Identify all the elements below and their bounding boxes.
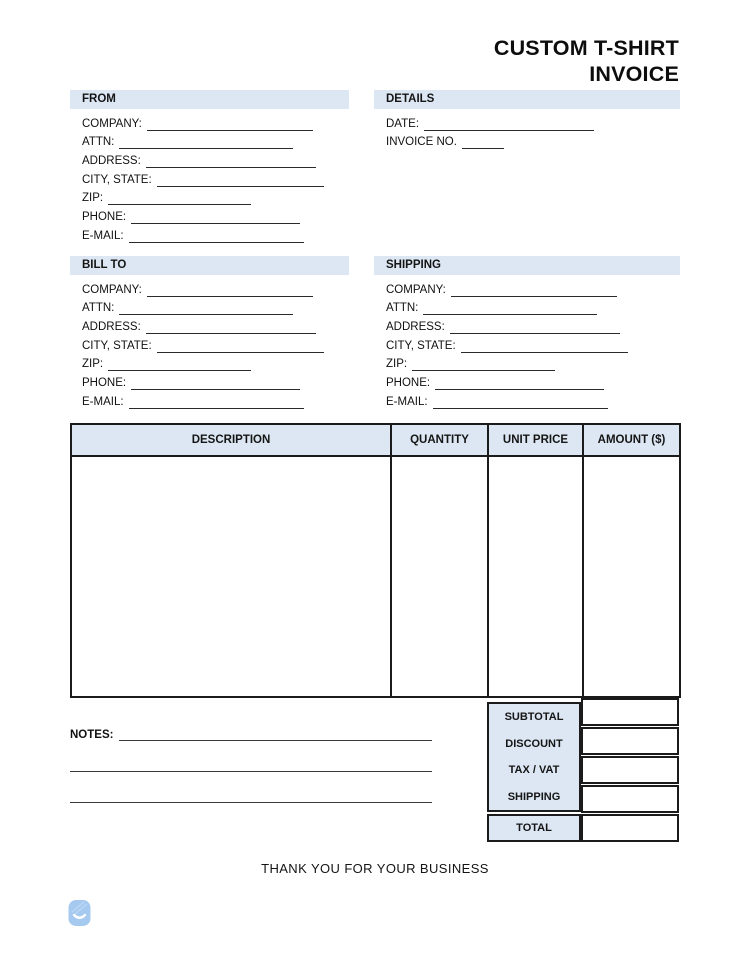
tax-vat-value-box[interactable] bbox=[581, 756, 679, 784]
city-state-blank-line[interactable] bbox=[157, 173, 324, 187]
from-attn-row bbox=[82, 131, 349, 150]
bill-to-zip-row bbox=[82, 353, 349, 372]
bill-to-city-state-row bbox=[82, 334, 349, 353]
page-title-line2: INVOICE bbox=[589, 61, 679, 86]
field-label: ADDRESS: bbox=[82, 321, 141, 334]
bill-to-email-row bbox=[82, 390, 349, 409]
bill-to-section-header: BILL TO bbox=[70, 256, 349, 275]
from-section bbox=[70, 90, 349, 243]
shipping-company-row bbox=[386, 278, 680, 297]
phone-blank-line[interactable] bbox=[131, 210, 300, 224]
details-fields bbox=[374, 112, 680, 149]
notes-blank-line-3[interactable] bbox=[70, 772, 432, 803]
zip-blank-line[interactable] bbox=[108, 357, 251, 371]
page-title bbox=[494, 36, 679, 87]
city-state-blank-line[interactable] bbox=[157, 339, 324, 353]
bill-to-company-row bbox=[82, 278, 349, 297]
totals-summary bbox=[487, 698, 680, 844]
from-company-row bbox=[82, 112, 349, 131]
total-label: TOTAL bbox=[487, 814, 581, 842]
from-city-state-row bbox=[82, 168, 349, 187]
company-blank-line[interactable] bbox=[147, 117, 313, 131]
field-label: E-MAIL: bbox=[82, 395, 124, 408]
from-zip-row bbox=[82, 187, 349, 206]
email-blank-line[interactable] bbox=[129, 395, 304, 409]
notes-blank-line-1[interactable] bbox=[119, 727, 432, 741]
discount-value-box[interactable] bbox=[581, 727, 679, 755]
field-label: CITY, STATE: bbox=[82, 173, 152, 186]
zip-blank-line[interactable] bbox=[412, 357, 555, 371]
notes-label: NOTES: bbox=[70, 729, 114, 741]
bill-to-attn-row bbox=[82, 297, 349, 316]
field-label: E-MAIL: bbox=[82, 229, 124, 242]
company-blank-line[interactable] bbox=[451, 283, 617, 297]
discount-label: DISCOUNT bbox=[505, 737, 563, 750]
field-label: PHONE: bbox=[82, 377, 127, 390]
description-cell[interactable] bbox=[71, 456, 391, 697]
notes-label-row bbox=[70, 726, 432, 741]
details-section bbox=[374, 90, 680, 149]
shipping-zip-row bbox=[386, 353, 680, 372]
items-header-row bbox=[71, 424, 680, 456]
shipping-email-row bbox=[386, 390, 680, 409]
shipping-address-row bbox=[386, 315, 680, 334]
field-label: ADDRESS: bbox=[386, 321, 445, 334]
quantity-cell[interactable] bbox=[391, 456, 488, 697]
field-label: ATTN: bbox=[82, 136, 115, 149]
field-label: ZIP: bbox=[82, 192, 104, 205]
bill-to-phone-row bbox=[82, 371, 349, 390]
email-blank-line[interactable] bbox=[433, 395, 608, 409]
from-email-row bbox=[82, 224, 349, 243]
description-column-header: DESCRIPTION bbox=[71, 424, 391, 456]
invoice-no-blank-line[interactable] bbox=[462, 135, 504, 149]
field-label: COMPANY: bbox=[82, 283, 142, 296]
shipping-section-header: SHIPPING bbox=[374, 256, 680, 275]
line-items-table bbox=[70, 423, 681, 698]
field-label: ATTN: bbox=[386, 302, 419, 315]
notes-blank-line-2[interactable] bbox=[70, 741, 432, 772]
shipping-value-box[interactable] bbox=[581, 785, 679, 813]
address-blank-line[interactable] bbox=[450, 320, 620, 334]
field-label: ADDRESS: bbox=[82, 155, 141, 168]
field-label: CITY, STATE: bbox=[386, 339, 456, 352]
field-label: ATTN: bbox=[82, 302, 115, 315]
attn-blank-line[interactable] bbox=[119, 301, 293, 315]
bill-to-fields bbox=[70, 278, 349, 409]
attn-blank-line[interactable] bbox=[423, 301, 597, 315]
total-value-box[interactable] bbox=[581, 814, 679, 842]
field-label: INVOICE NO. bbox=[386, 136, 457, 149]
unit-price-column-header: UNIT PRICE bbox=[488, 424, 583, 456]
email-blank-line[interactable] bbox=[129, 229, 304, 243]
date-row bbox=[386, 112, 680, 131]
from-fields bbox=[70, 112, 349, 243]
items-empty-row bbox=[71, 456, 680, 697]
from-address-row bbox=[82, 149, 349, 168]
smiley-logo-icon bbox=[68, 899, 91, 927]
shipping-phone-row bbox=[386, 371, 680, 390]
date-blank-line[interactable] bbox=[424, 117, 594, 131]
field-label: CITY, STATE: bbox=[82, 339, 152, 352]
shipping-city-state-row bbox=[386, 334, 680, 353]
shipping-section bbox=[374, 256, 680, 409]
company-blank-line[interactable] bbox=[147, 283, 313, 297]
totals-label-block bbox=[487, 702, 581, 812]
phone-blank-line[interactable] bbox=[131, 376, 300, 390]
field-label: ZIP: bbox=[386, 358, 408, 371]
address-blank-line[interactable] bbox=[146, 320, 316, 334]
from-section-header: FROM bbox=[70, 90, 349, 109]
field-label: E-MAIL: bbox=[386, 395, 428, 408]
amount-column-header: AMOUNT ($) bbox=[583, 424, 680, 456]
field-label: COMPANY: bbox=[386, 283, 446, 296]
from-phone-row bbox=[82, 205, 349, 224]
bill-to-address-row bbox=[82, 315, 349, 334]
attn-blank-line[interactable] bbox=[119, 135, 293, 149]
field-label: PHONE: bbox=[82, 211, 127, 224]
page-title-line1: CUSTOM T-SHIRT bbox=[493, 36, 679, 60]
unit-price-cell[interactable] bbox=[488, 456, 583, 697]
phone-blank-line[interactable] bbox=[435, 376, 604, 390]
shipping-attn-row bbox=[386, 297, 680, 316]
notes-area bbox=[70, 726, 432, 803]
tax-vat-label: TAX / VAT bbox=[508, 764, 560, 777]
field-label: DATE: bbox=[386, 117, 420, 130]
city-state-blank-line[interactable] bbox=[461, 339, 628, 353]
invoice-no-row bbox=[386, 131, 680, 150]
amount-cell[interactable] bbox=[583, 456, 680, 697]
shipping-label: SHIPPING bbox=[507, 790, 561, 803]
subtotal-label: SUBTOTAL bbox=[504, 711, 564, 724]
shipping-fields bbox=[374, 278, 680, 409]
address-blank-line[interactable] bbox=[146, 154, 316, 168]
zip-blank-line[interactable] bbox=[108, 191, 251, 205]
bill-to-section bbox=[70, 256, 349, 409]
field-label: COMPANY: bbox=[82, 117, 142, 130]
quantity-column-header: QUANTITY bbox=[391, 424, 488, 456]
details-section-header: DETAILS bbox=[374, 90, 680, 109]
thank-you-message: THANK YOU FOR YOUR BUSINESS bbox=[261, 861, 489, 876]
subtotal-value-box[interactable] bbox=[581, 698, 679, 726]
field-label: ZIP: bbox=[82, 358, 104, 371]
field-label: PHONE: bbox=[386, 377, 431, 390]
